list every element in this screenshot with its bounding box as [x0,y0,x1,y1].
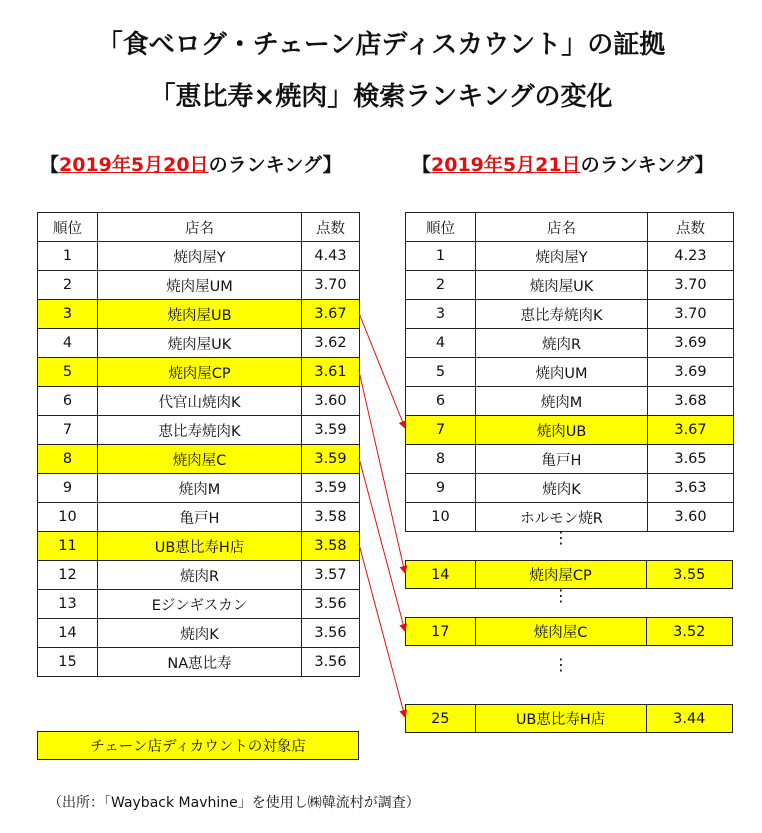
name-cell: 焼肉屋Y [476,242,648,271]
rank-cell: 13 [38,590,98,619]
table-row [406,416,734,445]
table-row [38,387,360,416]
rank-cell: 12 [38,561,98,590]
score-cell: 3.67 [302,300,360,329]
arrow-c [359,458,405,631]
table-row [38,416,360,445]
rank-cell: 4 [38,329,98,358]
table-row [406,271,734,300]
table-row [38,300,360,329]
rank-cell: 8 [406,445,476,474]
name-cell: 焼肉M [476,387,648,416]
table-header-row [38,213,360,242]
left-heading-suffix: のランキング】 [208,154,342,176]
right-heading-suffix: のランキング】 [580,154,714,176]
table-row-rank-14 [405,560,733,589]
name-cell: 焼肉R [98,561,302,590]
name-cell: 焼肉屋UM [98,271,302,300]
name-cell: UB恵比寿H店 [476,705,647,732]
title-line1: 「食べログ・チェーン店ディスカウント」の証拠 [96,30,666,60]
name-cell: 焼肉屋UK [98,329,302,358]
table-row [406,503,734,532]
name-cell: 焼肉K [98,619,302,648]
source-note: （出所：「Wayback Mavhine」を使用し㈱韓流村が調査） [48,795,420,811]
rank-cell: 5 [406,358,476,387]
score-cell: 3.58 [302,532,360,561]
score-cell: 3.56 [302,619,360,648]
rank-cell: 8 [38,445,98,474]
rank-cell: 3 [38,300,98,329]
table-row [38,445,360,474]
rank-cell: 25 [406,705,476,732]
name-cell: 恵比寿焼肉K [98,416,302,445]
score-cell: 3.69 [648,329,734,358]
right-heading-open: 【 [412,154,432,176]
rank-cell: 15 [38,648,98,677]
table-row [406,474,734,503]
score-cell: 3.57 [302,561,360,590]
table-row [38,561,360,590]
right-heading-date: 2019年5月21日 [431,154,581,176]
name-cell: 焼肉屋UK [476,271,648,300]
score-cell: 3.55 [673,566,706,583]
table-row [38,358,360,387]
table-row [406,387,734,416]
arrow-ub [359,313,405,428]
name-cell: 焼肉屋CP [476,561,647,588]
score-cell: 3.60 [648,503,734,532]
table-row [38,329,360,358]
score-cell: 3.63 [648,474,734,503]
table-row-rank-17 [405,617,733,646]
score-cell: 3.69 [648,358,734,387]
header-name: 店名 [476,213,648,242]
left-heading-open: 【 [40,154,60,176]
score-cell: 3.60 [302,387,360,416]
name-cell: UB恵比寿H店 [98,532,302,561]
rank-cell: 5 [38,358,98,387]
rank-cell: 9 [406,474,476,503]
table-header-row [406,213,734,242]
header-rank: 順位 [38,213,98,242]
rank-cell: 17 [406,618,476,645]
header-score: 点数 [648,213,734,242]
rank-cell: 10 [38,503,98,532]
table-row [38,532,360,561]
rank-cell: 9 [38,474,98,503]
score-cell: 3.56 [302,648,360,677]
legend-box: チェーン店ディカウントの対象店 [37,731,359,760]
score-cell: 3.70 [648,271,734,300]
rank-cell: 14 [38,619,98,648]
name-cell: 焼肉屋UB [98,300,302,329]
ranking-table-may21 [405,212,734,532]
table-row [38,619,360,648]
name-cell: 焼肉屋CP [98,358,302,387]
header-score: 点数 [302,213,360,242]
score-cell: 3.68 [648,387,734,416]
score-cell: 3.67 [648,416,734,445]
rank-cell: 2 [406,271,476,300]
rank-cell: 7 [38,416,98,445]
ellipsis-dots: ⋮ [553,528,569,547]
ellipsis-dots: ⋮ [553,586,569,605]
name-cell: 焼肉K [476,474,648,503]
rank-cell: 4 [406,329,476,358]
table-row [406,329,734,358]
table-row [406,358,734,387]
left-heading [40,150,342,177]
score-cell: 3.65 [648,445,734,474]
table-row [38,590,360,619]
rank-cell: 11 [38,532,98,561]
rank-cell: 14 [406,561,476,588]
rank-cell: 2 [38,271,98,300]
left-heading-date: 2019年5月20日 [59,154,209,176]
name-cell: NA恵比寿 [98,648,302,677]
header-rank: 順位 [406,213,476,242]
score-cell: 4.43 [302,242,360,271]
score-cell: 3.59 [302,445,360,474]
arrow-cp [359,371,405,573]
table-row [38,503,360,532]
name-cell: 焼肉屋Y [98,242,302,271]
score-cell: 3.52 [673,623,706,640]
name-cell: 亀戸H [98,503,302,532]
name-cell: 焼肉UB [476,416,648,445]
ellipsis-dots: ⋮ [553,655,569,674]
table-row [38,474,360,503]
score-cell: 3.70 [648,300,734,329]
name-cell: 代官山焼肉K [98,387,302,416]
name-cell: 焼肉R [476,329,648,358]
table-row-rank-25 [405,704,733,733]
score-cell: 3.59 [302,416,360,445]
table-row [38,271,360,300]
table-row [406,445,734,474]
name-cell: 焼肉屋C [98,445,302,474]
arrow-ub-ebisu [359,544,405,717]
rank-cell: 1 [38,242,98,271]
rank-cell: 10 [406,503,476,532]
score-cell: 3.56 [302,590,360,619]
name-cell: ホルモン焼R [476,503,648,532]
name-cell: 焼肉UM [476,358,648,387]
score-cell: 3.70 [302,271,360,300]
score-cell: 3.61 [302,358,360,387]
header-name: 店名 [98,213,302,242]
score-cell: 3.44 [673,710,706,727]
right-heading [412,150,714,177]
rank-cell: 1 [406,242,476,271]
score-cell: 3.58 [302,503,360,532]
rank-cell: 7 [406,416,476,445]
score-cell: 4.23 [648,242,734,271]
score-cell: 3.59 [302,474,360,503]
table-row [406,300,734,329]
title-line2: 「恵比寿×焼肉」検索ランキングの変化 [149,82,613,112]
ranking-table-may20 [37,212,360,677]
name-cell: 焼肉M [98,474,302,503]
name-cell: 亀戸H [476,445,648,474]
table-row [38,242,360,271]
name-cell: 焼肉屋C [476,618,647,645]
rank-cell: 6 [406,387,476,416]
name-cell: Eジンギスカン [98,590,302,619]
score-cell: 3.62 [302,329,360,358]
table-row [38,648,360,677]
table-row [406,242,734,271]
rank-cell: 6 [38,387,98,416]
name-cell: 恵比寿焼肉K [476,300,648,329]
rank-cell: 3 [406,300,476,329]
